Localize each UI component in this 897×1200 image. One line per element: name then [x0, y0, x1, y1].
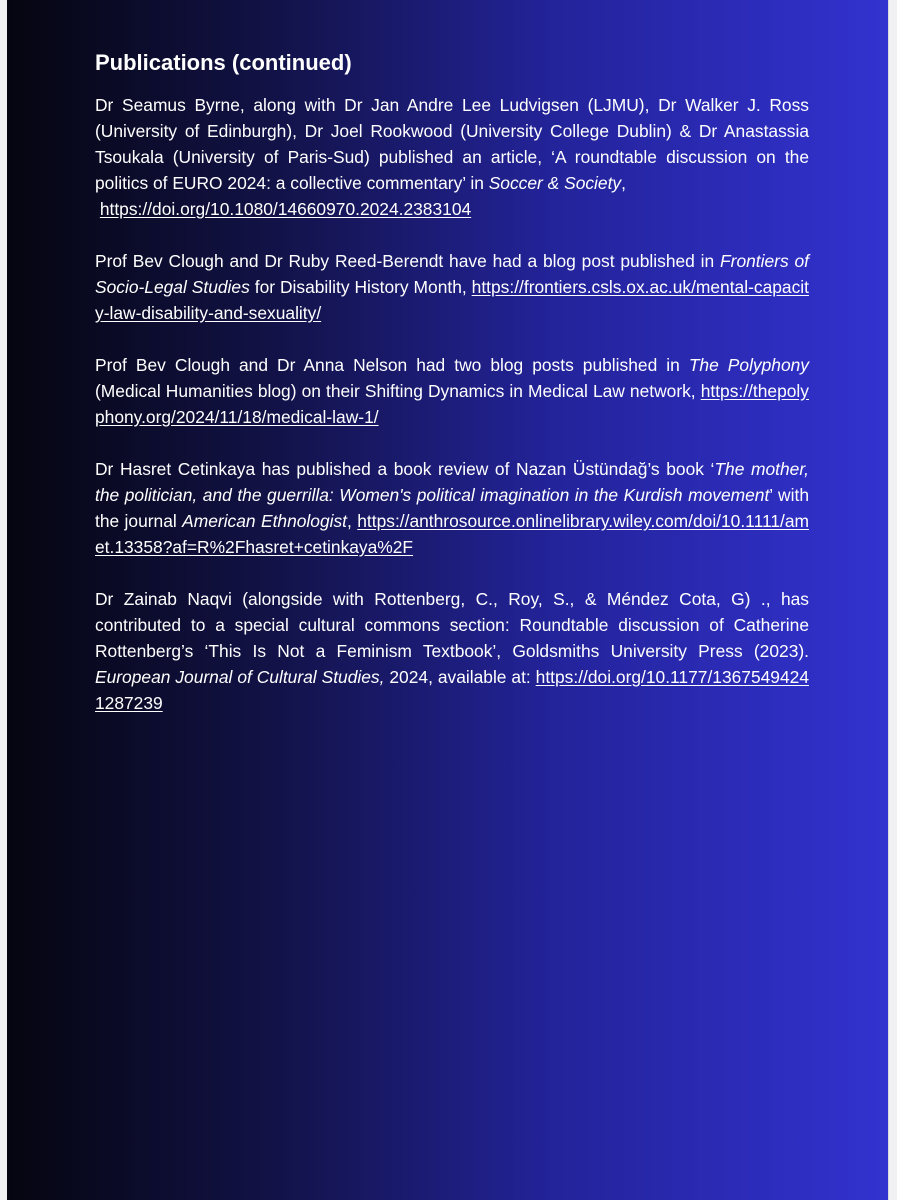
entry-text: Dr Hasret Cetinkaya has published a book review of Nazan Üstündağ’s book ‘: [95, 459, 715, 479]
entry-text: Prof Bev Clough and Dr Ruby Reed-Berendt have had a blog post published in: [95, 251, 721, 271]
journal-title: Frontiers of Socio-Legal Studies: [95, 251, 809, 297]
entry-text: Dr Seamus Byrne, along with Dr Jan Andre Lee Ludvigsen (LJMU), Dr Walker J. Ross (University of Edinburgh), Dr Joel Rookwood (University College Dublin) & Dr Anastassia Tsoukala (University of Paris-Sud) published an article, ‘A roundtable discussion on the politics of EURO 2024: a collective commentary’ in: [95, 95, 809, 193]
page-title: Publications (continued): [95, 50, 352, 75]
publication-entry-byrne: [95, 92, 809, 222]
publication-entry-clough-nelson: [95, 352, 809, 430]
entry-text: (Medical Humanities blog) on their Shifting Dynamics in Medical Law network,: [95, 381, 701, 401]
entry-text: Dr Zainab Naqvi (alongside with Rottenberg, C., Roy, S., & Méndez Cota, G) ., has contributed to a special cultural commons section: Roundtable discussion of Catherine Rottenberg’s ‘This Is Not a Feminism Textbook’, Goldsmiths University Press (2023).: [95, 589, 809, 661]
blog-link[interactable]: https://frontiers.csls.ox.ac.uk/mental-capacity-law-disability-and-sexuality/: [95, 277, 809, 323]
document-page: [7, 0, 889, 1200]
entry-text: ,: [347, 511, 352, 531]
journal-title: American Ethnologist: [182, 511, 348, 531]
journal-title: The Polyphony: [688, 355, 810, 375]
book-title: The mother, the politician, and the guerrilla: Women's political imagination in the Kurdish movement: [95, 459, 809, 505]
entry-text: ,: [621, 173, 626, 193]
entry-text: for Disability History Month,: [249, 277, 467, 297]
publication-entry-cetinkaya: [95, 456, 809, 560]
document-content: [95, 48, 809, 742]
journal-title: European Journal of Cultural Studies,: [95, 667, 385, 687]
blog-link[interactable]: https://thepolyphony.org/2024/11/18/medical-law-1/: [95, 381, 809, 427]
review-link[interactable]: https://anthrosource.onlinelibrary.wiley.com/doi/10.1111/amet.13358?af=R%2Fhasret+cetinkaya%2F: [95, 511, 809, 557]
entry-text: 2024, available at:: [384, 667, 536, 687]
entry-text: ’ with the journal: [95, 485, 809, 531]
publication-entry-clough-reed-berendt: [95, 248, 809, 326]
publication-entry-naqvi: [95, 586, 809, 716]
journal-title: Soccer & Society: [488, 173, 622, 193]
doi-link[interactable]: https://doi.org/10.1177/13675494241287239: [95, 667, 809, 713]
entry-text: Prof Bev Clough and Dr Anna Nelson had two blog posts published in: [95, 355, 689, 375]
doi-link[interactable]: https://doi.org/10.1080/14660970.2024.2383104: [99, 199, 472, 219]
